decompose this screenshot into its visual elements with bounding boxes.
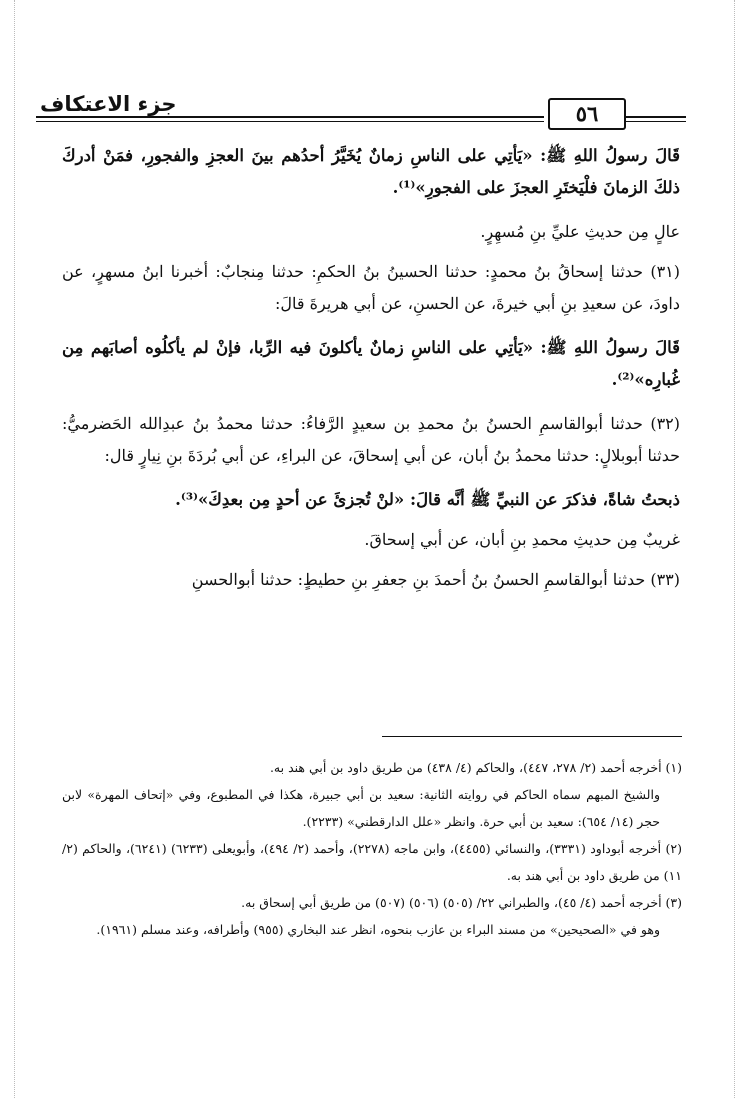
header-rule-lower-right xyxy=(626,121,686,122)
page-number: ٥٦ xyxy=(575,101,599,126)
page-number-box xyxy=(548,98,626,130)
isnad-31: (٣١) حدثنا إسحاقُ بنُ محمدٍ: حدثنا الحسينُ بنُ الحكمِ: حدثنا مِنجابٌ: أخبرنا ابنُ مسهرٍ، عن داودَ، عن سعيدِ بنِ أبي خيرةَ، عن الحسنِ، عن أبي هريرةَ قالَ: xyxy=(62,262,680,313)
header-rule-upper-right xyxy=(626,116,686,118)
main-text xyxy=(62,140,680,608)
running-header-title: جزء الاعتكاف xyxy=(40,92,177,116)
grading-remark-32: غريبٌ مِن حديثِ محمدِ بنِ أبان، عن أبي إسحاقَ. xyxy=(364,530,680,549)
right-margin-dotted-line xyxy=(734,0,735,1098)
hadith-text-1: قَالَ رسولُ اللهِ ﷺ: «يَأتِي على الناسِ زمانٌ يُخَيَّرُ أحدُهم بينَ العجزِ والفجورِ، فمَنْ أدركَ ذلكَ الزمانَ فلْيَختَرِ العجزَ على الفجورِ»⁽¹⁾. xyxy=(62,146,680,197)
footnote-3: (٣) أخرجه أحمد (٤/ ٤٥)، والطبراني ٢٢/ (٥٠٥) (٥٠٦) (٥٠٧) من طريق أبي إسحاق به. xyxy=(241,895,682,910)
isnad-32: (٣٢) حدثنا أبوالقاسمِ الحسنُ بنُ محمدِ بن سعيدٍ الرَّفاءُ: حدثنا محمدُ بنُ عبدِالله الحَضرميُّ: حدثنا أبوبلالٍ: حدثنا محمدُ بنُ أبان، عن أبي إسحاقَ، عن البراءِ، عن أبي بُردَةَ بنِ نِيارٍ قال: xyxy=(62,414,680,465)
grading-remark-1: عالٍ مِن حديثِ عليِّ بنِ مُسهِرٍ. xyxy=(480,222,680,241)
footnote-separator xyxy=(382,736,682,737)
header-rule-upper-left xyxy=(36,116,544,118)
hadith-text-31: قَالَ رسولُ اللهِ ﷺ: «يَأتِي على الناسِ زمانٌ يأكلونَ فيه الرِّبا، فإنْ لم يأكلُوه أصابَهم مِن غُبارِه»⁽²⁾. xyxy=(62,338,680,389)
isnad-33: (٣٣) حدثنا أبوالقاسمِ الحسنُ بنُ أحمدَ بنِ جعفرِ بنِ حطيطٍ: حدثنا أبوالحسنِ xyxy=(191,570,680,589)
footnote-1-continuation: والشيخ المبهم سماه الحاكم في روايته الثانية: سعيد بن أبي جبيرة، هكذا في المطبوع، وفي «إتحاف المهرة» لابن حجر (١٤/ ٦٥٤): سعيد بن أبي حرة. وانظر «علل الدارقطني» (٢٢٣٣). xyxy=(62,787,660,829)
footnote-1: (١) أخرجه أحمد (٢/ ٢٧٨، ٤٤٧)، والحاكم (٤/ ٤٣٨) من طريق داود بن أبي هند به. xyxy=(269,760,682,775)
footnote-2: (٢) أخرجه أبوداود (٣٣٣١)، والنسائي (٤٤٥٥)، وابن ماجه (٢٢٧٨)، وأحمد (٢/ ٤٩٤)، وأبويعلى (٦٢٣٣) (٦٢٤١)، والحاكم (٢/ ١١) من طريق داود بن أبي هند به. xyxy=(62,841,682,883)
footnotes xyxy=(62,754,682,943)
header-rule-lower-left xyxy=(36,121,544,122)
left-margin-dotted-line xyxy=(14,0,15,1098)
hadith-text-32: ذبحتُ شاةً، فذكرَ عن النبيِّ ﷺ أنَّه قالَ: «لنْ تُجزئَ عن أحدٍ مِن بعدِكَ»⁽³⁾. xyxy=(175,490,680,509)
footnote-3-continuation: وهو في «الصحيحين» من مسند البراء بن عازب بنحوه، انظر عند البخاري (٩٥٥) وأطرافه، وعند مسلم (١٩٦١). xyxy=(96,922,660,937)
